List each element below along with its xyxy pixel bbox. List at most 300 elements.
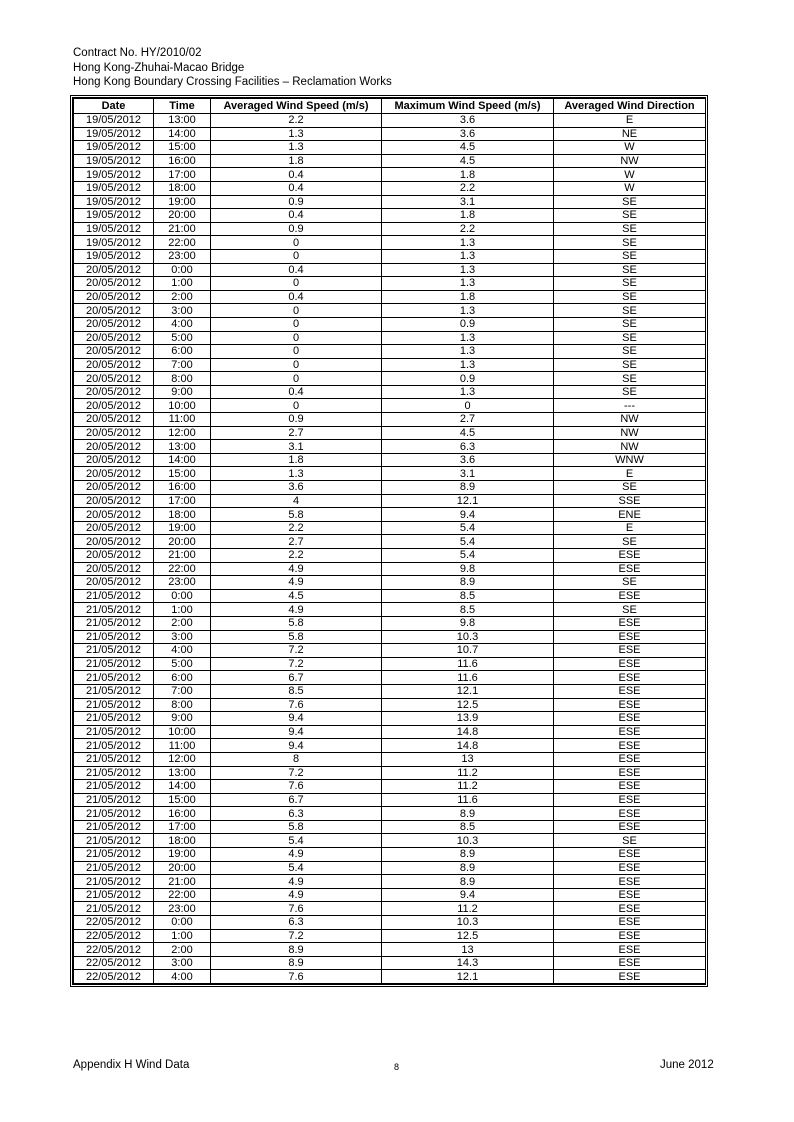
time-cell: 13:00: [154, 440, 211, 454]
averaged-wind-direction-cell: WNW: [554, 453, 706, 467]
date-cell: 21/05/2012: [74, 712, 154, 726]
time-cell: 16:00: [154, 481, 211, 495]
averaged-wind-speed-cell: 2.7: [211, 535, 382, 549]
table-row: [74, 440, 706, 454]
maximum-wind-speed-cell: 14.3: [382, 956, 554, 970]
maximum-wind-speed-cell: 1.8: [382, 168, 554, 182]
table-row: [74, 807, 706, 821]
maximum-wind-speed-cell: 4.5: [382, 426, 554, 440]
time-cell: 17:00: [154, 168, 211, 182]
time-cell: 21:00: [154, 875, 211, 889]
averaged-wind-speed-cell: 9.4: [211, 739, 382, 753]
table-row: [74, 684, 706, 698]
time-cell: 10:00: [154, 399, 211, 413]
averaged-wind-speed-cell: 8.9: [211, 943, 382, 957]
averaged-wind-direction-cell: NW: [554, 154, 706, 168]
averaged-wind-direction-cell: SE: [554, 222, 706, 236]
table-row: [74, 304, 706, 318]
averaged-wind-direction-cell: ESE: [554, 630, 706, 644]
averaged-wind-speed-cell: 7.2: [211, 644, 382, 658]
maximum-wind-speed-cell: 11.6: [382, 657, 554, 671]
time-cell: 23:00: [154, 249, 211, 263]
averaged-wind-direction-cell: ESE: [554, 712, 706, 726]
table-row: [74, 236, 706, 250]
maximum-wind-speed-cell: 12.1: [382, 970, 554, 984]
averaged-wind-speed-cell: 5.8: [211, 616, 382, 630]
time-cell: 4:00: [154, 644, 211, 658]
maximum-wind-speed-cell: 1.3: [382, 263, 554, 277]
maximum-wind-speed-cell: 1.3: [382, 385, 554, 399]
time-cell: 11:00: [154, 413, 211, 427]
time-cell: 9:00: [154, 712, 211, 726]
time-cell: 2:00: [154, 943, 211, 957]
maximum-wind-speed-cell: 11.2: [382, 902, 554, 916]
table-row: [74, 195, 706, 209]
averaged-wind-speed-cell: 9.4: [211, 725, 382, 739]
maximum-wind-speed-cell: 13.9: [382, 712, 554, 726]
time-cell: 20:00: [154, 861, 211, 875]
date-cell: 20/05/2012: [74, 263, 154, 277]
maximum-wind-speed-cell: 14.8: [382, 725, 554, 739]
averaged-wind-direction-cell: ESE: [554, 888, 706, 902]
table-row: [74, 589, 706, 603]
time-cell: 22:00: [154, 562, 211, 576]
date-cell: 20/05/2012: [74, 549, 154, 563]
table-row: [74, 671, 706, 685]
averaged-wind-speed-cell: 4.9: [211, 562, 382, 576]
maximum-wind-speed-cell: 2.2: [382, 222, 554, 236]
maximum-wind-speed-cell: 9.8: [382, 616, 554, 630]
averaged-wind-direction-cell: NW: [554, 426, 706, 440]
project-name: Hong Kong-Zhuhai-Macao Bridge: [73, 61, 245, 74]
column-header-averaged-wind-direction: Averaged Wind Direction: [554, 99, 706, 114]
time-cell: 19:00: [154, 848, 211, 862]
date-cell: 20/05/2012: [74, 385, 154, 399]
maximum-wind-speed-cell: 3.6: [382, 127, 554, 141]
averaged-wind-direction-cell: ESE: [554, 956, 706, 970]
date-cell: 21/05/2012: [74, 793, 154, 807]
time-cell: 7:00: [154, 684, 211, 698]
date-cell: 21/05/2012: [74, 589, 154, 603]
table-row: [74, 902, 706, 916]
averaged-wind-speed-cell: 0.4: [211, 385, 382, 399]
time-cell: 21:00: [154, 222, 211, 236]
time-cell: 4:00: [154, 970, 211, 984]
averaged-wind-speed-cell: 1.8: [211, 154, 382, 168]
table-row: [74, 317, 706, 331]
maximum-wind-speed-cell: 3.6: [382, 453, 554, 467]
date-cell: 20/05/2012: [74, 481, 154, 495]
averaged-wind-direction-cell: SE: [554, 277, 706, 291]
averaged-wind-direction-cell: E: [554, 467, 706, 481]
time-cell: 1:00: [154, 603, 211, 617]
maximum-wind-speed-cell: 8.9: [382, 576, 554, 590]
date-cell: 20/05/2012: [74, 508, 154, 522]
date-cell: 19/05/2012: [74, 168, 154, 182]
averaged-wind-speed-cell: 0: [211, 304, 382, 318]
maximum-wind-speed-cell: 1.3: [382, 249, 554, 263]
maximum-wind-speed-cell: 8.5: [382, 603, 554, 617]
table-row: [74, 181, 706, 195]
date-cell: 20/05/2012: [74, 372, 154, 386]
column-header-date: Date: [74, 99, 154, 114]
time-cell: 6:00: [154, 671, 211, 685]
table-row: [74, 535, 706, 549]
averaged-wind-direction-cell: ESE: [554, 875, 706, 889]
averaged-wind-speed-cell: 1.3: [211, 127, 382, 141]
maximum-wind-speed-cell: 8.9: [382, 807, 554, 821]
date-cell: 20/05/2012: [74, 304, 154, 318]
maximum-wind-speed-cell: 0: [382, 399, 554, 413]
contract-number: Contract No. HY/2010/02: [73, 47, 202, 59]
date-cell: 20/05/2012: [74, 453, 154, 467]
date-cell: 20/05/2012: [74, 576, 154, 590]
averaged-wind-speed-cell: 5.8: [211, 630, 382, 644]
date-cell: 20/05/2012: [74, 467, 154, 481]
date-cell: 22/05/2012: [74, 956, 154, 970]
date-cell: 20/05/2012: [74, 440, 154, 454]
date-cell: 21/05/2012: [74, 657, 154, 671]
averaged-wind-direction-cell: SE: [554, 236, 706, 250]
maximum-wind-speed-cell: 1.8: [382, 209, 554, 223]
averaged-wind-speed-cell: 0: [211, 345, 382, 359]
averaged-wind-direction-cell: SE: [554, 481, 706, 495]
averaged-wind-direction-cell: SE: [554, 385, 706, 399]
averaged-wind-speed-cell: 4.9: [211, 576, 382, 590]
averaged-wind-direction-cell: NW: [554, 413, 706, 427]
time-cell: 7:00: [154, 358, 211, 372]
averaged-wind-speed-cell: 1.8: [211, 453, 382, 467]
averaged-wind-direction-cell: ESE: [554, 671, 706, 685]
date-cell: 21/05/2012: [74, 820, 154, 834]
averaged-wind-speed-cell: 4.9: [211, 875, 382, 889]
table-row: [74, 399, 706, 413]
maximum-wind-speed-cell: 9.4: [382, 888, 554, 902]
maximum-wind-speed-cell: 12.1: [382, 684, 554, 698]
document-header: [73, 46, 392, 90]
table-row: [74, 752, 706, 766]
date-cell: 20/05/2012: [74, 562, 154, 576]
date-cell: 20/05/2012: [74, 413, 154, 427]
averaged-wind-speed-cell: 6.3: [211, 807, 382, 821]
averaged-wind-speed-cell: 7.2: [211, 929, 382, 943]
time-cell: 6:00: [154, 345, 211, 359]
time-cell: 5:00: [154, 331, 211, 345]
averaged-wind-speed-cell: 8.9: [211, 956, 382, 970]
averaged-wind-speed-cell: 7.6: [211, 902, 382, 916]
maximum-wind-speed-cell: 3.1: [382, 467, 554, 481]
date-cell: 21/05/2012: [74, 616, 154, 630]
maximum-wind-speed-cell: 11.6: [382, 793, 554, 807]
averaged-wind-direction-cell: ESE: [554, 929, 706, 943]
date-cell: 19/05/2012: [74, 249, 154, 263]
averaged-wind-speed-cell: 5.8: [211, 820, 382, 834]
maximum-wind-speed-cell: 10.3: [382, 916, 554, 930]
maximum-wind-speed-cell: 10.3: [382, 834, 554, 848]
averaged-wind-direction-cell: ESE: [554, 644, 706, 658]
averaged-wind-direction-cell: ESE: [554, 861, 706, 875]
table-row: [74, 916, 706, 930]
averaged-wind-direction-cell: E: [554, 521, 706, 535]
averaged-wind-speed-cell: 0: [211, 399, 382, 413]
maximum-wind-speed-cell: 0.9: [382, 372, 554, 386]
maximum-wind-speed-cell: 14.8: [382, 739, 554, 753]
averaged-wind-direction-cell: ESE: [554, 780, 706, 794]
time-cell: 20:00: [154, 209, 211, 223]
date-cell: 20/05/2012: [74, 345, 154, 359]
averaged-wind-direction-cell: ESE: [554, 916, 706, 930]
time-cell: 1:00: [154, 277, 211, 291]
averaged-wind-speed-cell: 2.7: [211, 426, 382, 440]
time-cell: 15:00: [154, 467, 211, 481]
table-row: [74, 712, 706, 726]
averaged-wind-direction-cell: NW: [554, 440, 706, 454]
maximum-wind-speed-cell: 1.3: [382, 358, 554, 372]
date-cell: 21/05/2012: [74, 752, 154, 766]
table-row: [74, 222, 706, 236]
table-row: [74, 630, 706, 644]
averaged-wind-speed-cell: 0.4: [211, 263, 382, 277]
footer-appendix-title: Appendix H Wind Data: [73, 1059, 190, 1071]
averaged-wind-speed-cell: 0.9: [211, 195, 382, 209]
maximum-wind-speed-cell: 13: [382, 752, 554, 766]
time-cell: 14:00: [154, 453, 211, 467]
table-row: [74, 345, 706, 359]
averaged-wind-direction-cell: SE: [554, 209, 706, 223]
table-row: [74, 848, 706, 862]
maximum-wind-speed-cell: 1.8: [382, 290, 554, 304]
maximum-wind-speed-cell: 3.1: [382, 195, 554, 209]
maximum-wind-speed-cell: 12.5: [382, 929, 554, 943]
date-cell: 21/05/2012: [74, 848, 154, 862]
table-row: [74, 834, 706, 848]
maximum-wind-speed-cell: 10.3: [382, 630, 554, 644]
table-row: [74, 780, 706, 794]
time-cell: 8:00: [154, 372, 211, 386]
date-cell: 20/05/2012: [74, 494, 154, 508]
table-body: [74, 114, 706, 984]
averaged-wind-speed-cell: 0: [211, 372, 382, 386]
maximum-wind-speed-cell: 8.9: [382, 481, 554, 495]
date-cell: 20/05/2012: [74, 331, 154, 345]
maximum-wind-speed-cell: 8.9: [382, 861, 554, 875]
averaged-wind-direction-cell: ESE: [554, 970, 706, 984]
table-row: [74, 385, 706, 399]
maximum-wind-speed-cell: 4.5: [382, 154, 554, 168]
time-cell: 15:00: [154, 141, 211, 155]
table-row: [74, 426, 706, 440]
table-row: [74, 793, 706, 807]
averaged-wind-direction-cell: ESE: [554, 562, 706, 576]
time-cell: 14:00: [154, 127, 211, 141]
averaged-wind-speed-cell: 2.2: [211, 521, 382, 535]
time-cell: 18:00: [154, 508, 211, 522]
table-row: [74, 970, 706, 984]
table-row: [74, 943, 706, 957]
time-cell: 17:00: [154, 494, 211, 508]
maximum-wind-speed-cell: 11.2: [382, 766, 554, 780]
averaged-wind-speed-cell: 4: [211, 494, 382, 508]
table-row: [74, 467, 706, 481]
date-cell: 20/05/2012: [74, 426, 154, 440]
averaged-wind-speed-cell: 0.9: [211, 413, 382, 427]
averaged-wind-speed-cell: 0: [211, 277, 382, 291]
averaged-wind-direction-cell: ESE: [554, 725, 706, 739]
date-cell: 22/05/2012: [74, 970, 154, 984]
averaged-wind-direction-cell: ESE: [554, 698, 706, 712]
averaged-wind-direction-cell: SE: [554, 345, 706, 359]
time-cell: 3:00: [154, 304, 211, 318]
time-cell: 13:00: [154, 114, 211, 128]
time-cell: 8:00: [154, 698, 211, 712]
table-row: [74, 277, 706, 291]
date-cell: 20/05/2012: [74, 277, 154, 291]
averaged-wind-direction-cell: ESE: [554, 549, 706, 563]
column-header-maximum-wind-speed: Maximum Wind Speed (m/s): [382, 99, 554, 114]
time-cell: 19:00: [154, 195, 211, 209]
time-cell: 18:00: [154, 834, 211, 848]
table-row: [74, 249, 706, 263]
date-cell: 19/05/2012: [74, 181, 154, 195]
averaged-wind-speed-cell: 0: [211, 236, 382, 250]
averaged-wind-direction-cell: SE: [554, 290, 706, 304]
table-row: [74, 209, 706, 223]
date-cell: 19/05/2012: [74, 114, 154, 128]
date-cell: 21/05/2012: [74, 603, 154, 617]
averaged-wind-direction-cell: ESE: [554, 589, 706, 603]
table-row: [74, 956, 706, 970]
project-subtitle: Hong Kong Boundary Crossing Facilities – Reclamation Works: [73, 76, 392, 88]
time-cell: 22:00: [154, 236, 211, 250]
table-row: [74, 168, 706, 182]
date-cell: 21/05/2012: [74, 671, 154, 685]
date-cell: 21/05/2012: [74, 644, 154, 658]
averaged-wind-direction-cell: E: [554, 114, 706, 128]
averaged-wind-speed-cell: 5.8: [211, 508, 382, 522]
table-row: [74, 453, 706, 467]
table-row: [74, 372, 706, 386]
maximum-wind-speed-cell: 1.3: [382, 304, 554, 318]
time-cell: 0:00: [154, 589, 211, 603]
maximum-wind-speed-cell: 9.4: [382, 508, 554, 522]
averaged-wind-direction-cell: ENE: [554, 508, 706, 522]
footer-date: June 2012: [660, 1059, 714, 1071]
date-cell: 19/05/2012: [74, 209, 154, 223]
averaged-wind-speed-cell: 7.6: [211, 780, 382, 794]
averaged-wind-direction-cell: ESE: [554, 684, 706, 698]
table-row: [74, 358, 706, 372]
table-row: [74, 698, 706, 712]
averaged-wind-speed-cell: 7.6: [211, 698, 382, 712]
averaged-wind-speed-cell: 6.7: [211, 671, 382, 685]
maximum-wind-speed-cell: 8.9: [382, 848, 554, 862]
averaged-wind-speed-cell: 1.3: [211, 467, 382, 481]
table-row: [74, 861, 706, 875]
table-row: [74, 644, 706, 658]
averaged-wind-speed-cell: 2.2: [211, 549, 382, 563]
time-cell: 22:00: [154, 888, 211, 902]
averaged-wind-direction-cell: ESE: [554, 766, 706, 780]
averaged-wind-direction-cell: SE: [554, 331, 706, 345]
date-cell: 22/05/2012: [74, 916, 154, 930]
table-row: [74, 481, 706, 495]
time-cell: 4:00: [154, 317, 211, 331]
averaged-wind-speed-cell: 0: [211, 249, 382, 263]
averaged-wind-direction-cell: SE: [554, 317, 706, 331]
time-cell: 15:00: [154, 793, 211, 807]
time-cell: 10:00: [154, 725, 211, 739]
maximum-wind-speed-cell: 1.3: [382, 236, 554, 250]
table-row: [74, 576, 706, 590]
averaged-wind-direction-cell: W: [554, 141, 706, 155]
averaged-wind-speed-cell: 0.9: [211, 222, 382, 236]
averaged-wind-speed-cell: 7.2: [211, 657, 382, 671]
date-cell: 21/05/2012: [74, 875, 154, 889]
averaged-wind-direction-cell: SE: [554, 372, 706, 386]
time-cell: 0:00: [154, 263, 211, 277]
maximum-wind-speed-cell: 1.3: [382, 331, 554, 345]
averaged-wind-direction-cell: SE: [554, 263, 706, 277]
time-cell: 16:00: [154, 154, 211, 168]
table-row: [74, 739, 706, 753]
averaged-wind-speed-cell: 4.9: [211, 848, 382, 862]
date-cell: 20/05/2012: [74, 358, 154, 372]
table-row: [74, 766, 706, 780]
table-row: [74, 263, 706, 277]
table-row: [74, 562, 706, 576]
time-cell: 20:00: [154, 535, 211, 549]
averaged-wind-speed-cell: 8: [211, 752, 382, 766]
date-cell: 21/05/2012: [74, 780, 154, 794]
table-row: [74, 657, 706, 671]
date-cell: 21/05/2012: [74, 834, 154, 848]
time-cell: 21:00: [154, 549, 211, 563]
date-cell: 20/05/2012: [74, 290, 154, 304]
table-row: [74, 616, 706, 630]
time-cell: 2:00: [154, 616, 211, 630]
averaged-wind-speed-cell: 2.2: [211, 114, 382, 128]
maximum-wind-speed-cell: 2.2: [382, 181, 554, 195]
date-cell: 19/05/2012: [74, 127, 154, 141]
averaged-wind-direction-cell: SE: [554, 535, 706, 549]
date-cell: 22/05/2012: [74, 943, 154, 957]
wind-data-table: [73, 98, 706, 984]
table-row: [74, 549, 706, 563]
time-cell: 14:00: [154, 780, 211, 794]
date-cell: 19/05/2012: [74, 222, 154, 236]
averaged-wind-direction-cell: ESE: [554, 848, 706, 862]
table-row: [74, 521, 706, 535]
averaged-wind-speed-cell: 9.4: [211, 712, 382, 726]
table-row: [74, 888, 706, 902]
footer-page-number: 8: [394, 1062, 400, 1072]
averaged-wind-speed-cell: 4.9: [211, 888, 382, 902]
maximum-wind-speed-cell: 1.3: [382, 345, 554, 359]
date-cell: 21/05/2012: [74, 902, 154, 916]
time-cell: 13:00: [154, 766, 211, 780]
averaged-wind-direction-cell: SE: [554, 304, 706, 318]
time-cell: 12:00: [154, 752, 211, 766]
table-row: [74, 413, 706, 427]
table-row: [74, 154, 706, 168]
date-cell: 19/05/2012: [74, 154, 154, 168]
date-cell: 21/05/2012: [74, 766, 154, 780]
time-cell: 16:00: [154, 807, 211, 821]
averaged-wind-speed-cell: 0: [211, 317, 382, 331]
maximum-wind-speed-cell: 8.5: [382, 820, 554, 834]
date-cell: 20/05/2012: [74, 521, 154, 535]
averaged-wind-direction-cell: ESE: [554, 739, 706, 753]
